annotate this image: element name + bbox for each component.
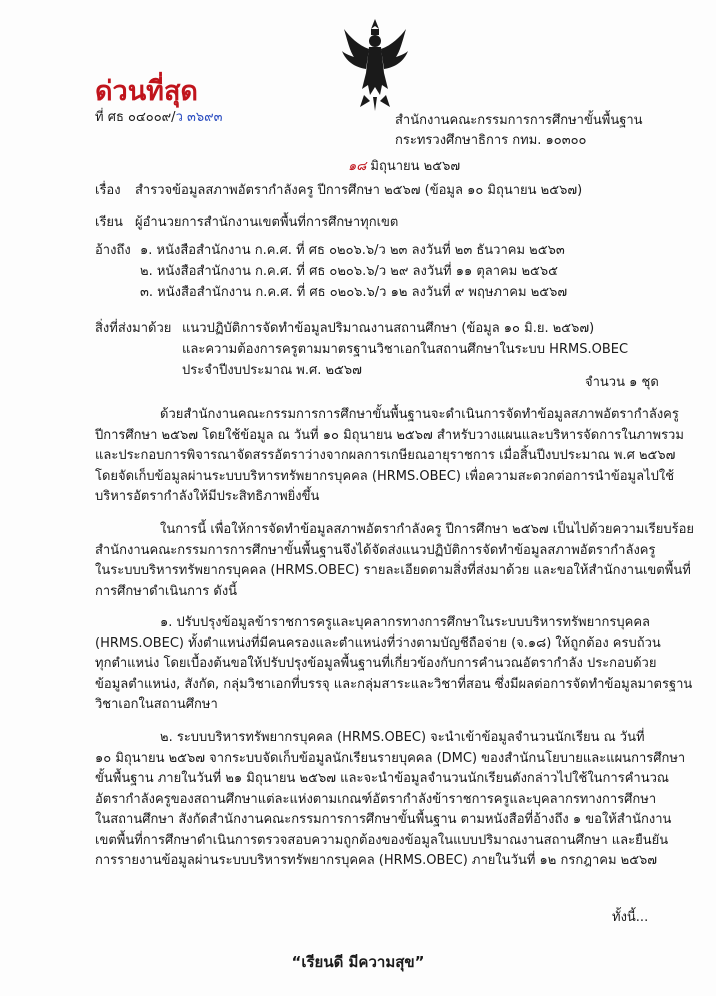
reference-item: ๑. หนังสือสำนักงาน ก.ค.ศ. ที่ ศธ ๐๒๐๖.๖/ว ๒๓ ลงวันที่ ๒๓ ธันวาคม ๒๕๖๓	[140, 243, 565, 258]
enclosure-line: แนวปฏิบัติการจัดทำข้อมูลปริมาณงานสถานศึกษา (ข้อมูล ๑๐ มิ.ย. ๒๕๖๗)	[182, 321, 595, 336]
footer-slogan: “เรียนดี มีความสุข”	[291, 953, 425, 971]
paragraph-line: การศึกษาดำเนินการ ดังนี้	[95, 583, 238, 599]
body-paragraph-4	[95, 728, 686, 872]
paragraph-line: อัตรากำลังครูของสถานศึกษาแต่ละแห่งตามเกณฑ์อัตรากำลังข้าราชการครูและบุคลากรทางการศึกษา	[95, 791, 657, 807]
subject-text: สำรวจข้อมูลสภาพอัตรากำลังครู ปีการศึกษา ๒๕๖๗ (ข้อมูล ๑๐ มิถุนายน ๒๕๖๗)	[135, 183, 583, 198]
subject-label: เรื่อง	[95, 183, 121, 198]
paragraph-line: ในการนี้ เพื่อให้การจัดทำข้อมูลสภาพอัตรากำลังครู ปีการศึกษา ๒๕๖๗ เป็นไปด้วยความเรียบร้อย	[160, 522, 695, 537]
references-label: อ้างถึง	[95, 243, 131, 258]
paragraph-line: ปีการศึกษา ๒๕๖๗ โดยใช้ข้อมูล ณ วันที่ ๑๐ มิถุนายน ๒๕๖๗ สำหรับวางแผนและบริหารจัดการในภาพรวม	[95, 427, 684, 443]
paragraph-line: ในสถานศึกษา สังกัดสำนักงานคณะกรรมการการศึกษาขั้นพื้นฐาน ตามหนังสือที่อ้างถึง ๑ ขอให้สำนักงาน	[95, 812, 672, 827]
recipient-text: ผู้อำนวยการสำนักงานเขตพื้นที่การศึกษาทุกเขต	[135, 215, 399, 230]
body-paragraph-1	[95, 405, 684, 508]
paragraph-line: และประกอบการพิจารณาจัดสรรอัตราว่างจากผลการเกษียณอายุราชการ เมื่อสิ้นปีงบประมาณ พ.ศ ๒๕๖๗	[95, 448, 676, 463]
agency-address: กระทรวงศึกษาธิการ กทม. ๑๐๓๐๐	[395, 133, 587, 148]
paragraph-line: โดยจัดเก็บข้อมูลผ่านระบบบริหารทรัพยากรบุคคล (HRMS.OBEC) เพื่อความสะดวกต่อการนำข้อมูลไปใช้	[95, 468, 675, 484]
date-month-year: มิถุนายน ๒๕๖๗	[370, 159, 461, 174]
document-number	[95, 110, 223, 126]
urgency-stamp: ด่วนที่สุด	[95, 76, 198, 107]
paragraph-line: สำนักงานคณะกรรมการการศึกษาขั้นพื้นฐานจึงได้จัดส่งแนวปฏิบัติการจัดทำข้อมูลสภาพอัตรากำลังครู	[95, 542, 656, 558]
enclosure-quantity: จำนวน ๑ ชุด	[585, 375, 659, 390]
paragraph-line: ทุกตำแหน่ง โดยเบื้องต้นขอให้ปรับปรุงข้อมูลพื้นฐานที่เกี่ยวข้องกับการคำนวณอัตรากำลัง ประกอบด้วย	[95, 656, 657, 671]
document-number-printed: ที่ ศธ ๐๔๐๐๙/	[95, 110, 176, 125]
recipient-label: เรียน	[95, 215, 123, 230]
paragraph-line: ด้วยสำนักงานคณะกรรมการการศึกษาขั้นพื้นฐานจะดำเนินการจัดทำข้อมูลสภาพอัตรากำลังครู	[160, 407, 679, 422]
paragraph-line: บริหารอัตรากำลังให้มีประสิทธิภาพยิ่งขึ้น	[95, 489, 320, 504]
document-number-handwritten: ว ๓๖๙๓	[175, 110, 223, 125]
paragraph-line: เขตพื้นที่การศึกษาดำเนินการตรวจสอบความถูกต้องของข้อมูลในแบบปริมาณงานสถานศึกษา และยืนยัน	[95, 832, 669, 848]
enclosure-line: และความต้องการครูตามมาตรฐานวิชาเอกในสถานศึกษาในระบบ HRMS.OBEC	[182, 342, 629, 357]
paragraph-line: ๑. ปรับปรุงข้อมูลข้าราชการครูและบุคลากรทางการศึกษาในระบบบริหารทรัพยากรบุคคล	[160, 615, 650, 630]
paragraph-line: วิชาเอกในสถานศึกษา	[95, 697, 218, 712]
paragraph-line: ในระบบบริหารทรัพยากรบุคคล (HRMS.OBEC) รายละเอียดตามสิ่งที่ส่งมาด้วย และขอให้สำนักงานเขตพื้นที่	[95, 563, 691, 578]
body-paragraph-3	[95, 613, 693, 716]
paragraph-line: ๒. ระบบบริหารทรัพยากรบุคคล (HRMS.OBEC) จะนำเข้าข้อมูลจำนวนนักเรียน ณ วันที่	[160, 730, 645, 745]
paragraph-line: ๑๐ มิถุนายน ๒๕๖๗ จากระบบจัดเก็บข้อมูลนักเรียนรายบุคคล (DMC) ของสำนักนโยบายและแผนการศึกษา	[95, 750, 686, 766]
continuation-marker: ทั้งนี้...	[612, 910, 649, 925]
agency-name: สำนักงานคณะกรรมการการศึกษาขั้นพื้นฐาน	[395, 113, 643, 128]
paragraph-line: (HRMS.OBEC) ทั้งตำแหน่งที่มีคนครองและตำแหน่งที่ว่างตามบัญชีถือจ่าย (จ.๑๘) ให้ถูกต้อง ครบถ้วน	[95, 635, 661, 651]
paragraph-line: ขั้นพื้นฐาน ภายในวันที่ ๒๑ มิถุนายน ๒๕๖๗ และจะนำข้อมูลจำนวนนักเรียนดังกล่าวไปใช้ในการคำนวณ	[95, 771, 669, 786]
enclosure-line: ประจำปีงบประมาณ พ.ศ. ๒๕๖๗	[182, 363, 362, 378]
date-day-handwritten: ๑๘	[348, 159, 367, 174]
letter-date	[348, 159, 460, 175]
reference-item: ๒. หนังสือสำนักงาน ก.ค.ศ. ที่ ศธ ๐๒๐๖.๖/ว ๒๙ ลงวันที่ ๑๑ ตุลาคม ๒๕๖๕	[140, 264, 558, 279]
enclosure-label: สิ่งที่ส่งมาด้วย	[95, 321, 172, 336]
reference-item: ๓. หนังสือสำนักงาน ก.ค.ศ. ที่ ศธ ๐๒๐๖.๖/ว ๑๒ ลงวันที่ ๙ พฤษภาคม ๒๕๖๗	[140, 285, 568, 300]
garuda-emblem-icon	[340, 15, 410, 115]
paragraph-line: การรายงานข้อมูลผ่านระบบบริหารทรัพยากรบุคคล (HRMS.OBEC) ภายในวันที่ ๑๒ กรกฎาคม ๒๕๖๗	[95, 853, 658, 868]
body-paragraph-2	[95, 520, 695, 602]
paragraph-line: ข้อมูลตำแหน่ง, สังกัด, กลุ่มวิชาเอกที่บรรจุ และกลุ่มสาระและวิชาที่สอน ซึ่งมีผลต่อการจัดทำข้อมูลมาตรฐาน	[95, 676, 693, 692]
